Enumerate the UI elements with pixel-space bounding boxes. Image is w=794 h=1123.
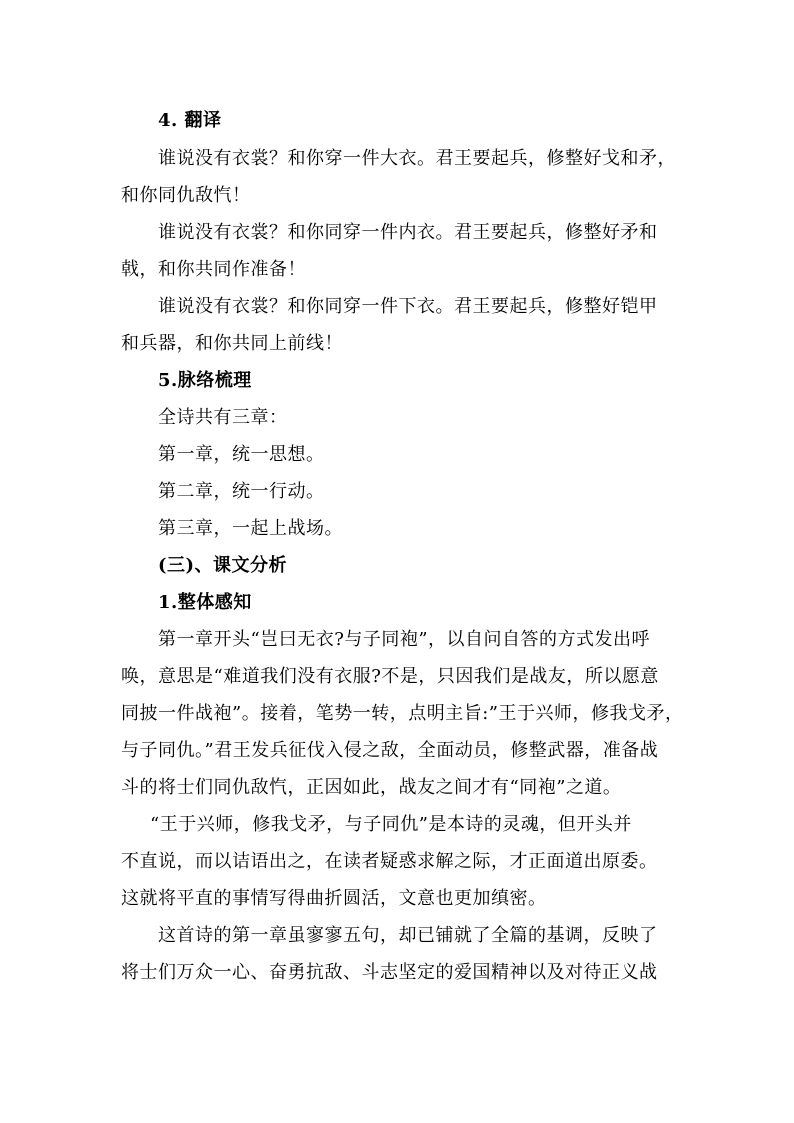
section-heading-translation: 4. 翻译 [158,110,222,131]
subsection-heading-overview: 1.整体感知 [158,592,252,613]
paragraph-line: 这就将平直的事情写得曲折圆活，文意也更加缜密。 [121,888,547,909]
paragraph-line: 和你同仇敌忾！ [121,185,251,206]
paragraph-line: 这首诗的第一章虽寥寥五句，却已铺就了全篇的基调，反映了 [158,925,658,946]
paragraph-line: 唤，意思是“难道我们没有衣服?不是，只因我们是战友，所以愿意 [121,666,659,687]
section-heading-outline: 5.脉络梳理 [158,370,252,391]
paragraph-line: 谁说没有衣裳？和你穿一件大衣。君王要起兵，修整好戈和矛， [158,148,676,169]
paragraph-line: 全诗共有三章： [158,407,288,428]
paragraph-line: 与子同仇。”君王发兵征伐入侵之敌，全面动员，修整武器，准备战 [121,740,659,761]
paragraph-line: 同披一件战袍”。接着，笔势一转，点明主旨:”王于兴师，修我戈矛， [121,703,684,724]
paragraph-line: 谁说没有衣裳？和你同穿一件内衣。君王要起兵，修整好矛和 [158,222,658,243]
section-heading-analysis: (三)、课文分析 [158,555,288,576]
paragraph-line: 谁说没有衣裳？和你同穿一件下衣。君王要起兵，修整好铠甲 [158,296,658,317]
paragraph-line: 第三章，一起上战场。 [158,518,343,539]
paragraph-line: 戟，和你共同作准备！ [121,259,306,280]
paragraph-line: 斗的将士们同仇敌忾，正因如此，战友之间才有“同袍”之道。 [121,777,622,798]
paragraph-line: “王于兴师，修我戈矛，与子同仇”是本诗的灵魂，但开头并 [150,814,632,835]
paragraph-line: 第一章开头“岂曰无衣?与子同袍”，以自问自答的方式发出呼 [158,629,651,650]
paragraph-line: 和兵器，和你共同上前线！ [121,333,343,354]
paragraph-line: 不直说，而以诘语出之，在读者疑惑求解之际，才正面道出原委。 [121,851,658,872]
paragraph-line: 第一章，统一思想。 [158,444,325,465]
paragraph-line: 将士们万众一心、奋勇抗敌、斗志坚定的爱国精神以及对待正义战 [121,962,658,983]
paragraph-line: 第二章，统一行动。 [158,481,325,502]
